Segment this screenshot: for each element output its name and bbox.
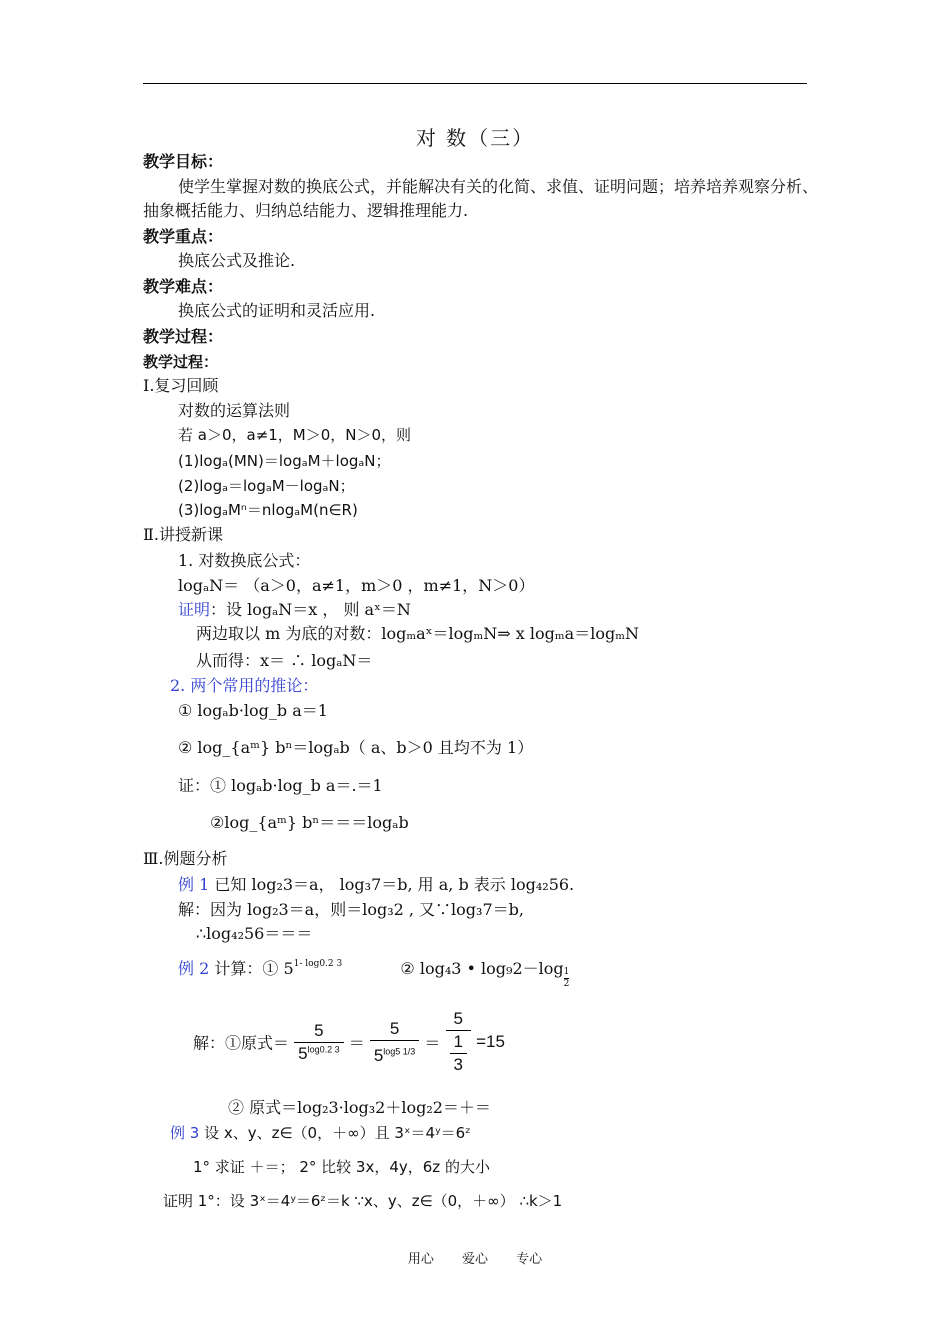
proof-line: [178, 599, 411, 621]
change-of-base-title: 1. 对数换底公式：: [178, 551, 311, 570]
example-1-text: 已知 log₂3＝a， log₃7＝b, 用 a, b 表示 log₄₂56.: [209, 875, 575, 894]
footer-word-1: 用心: [407, 1252, 434, 1267]
change-of-base-formula: logₐN＝ （a＞0，a≠1，m＞0 ，m≠1，N＞0）: [178, 576, 535, 595]
example-3-text: 设 x、y、z∈（0，＋∞）且 3ˣ＝4ʸ＝6ᶻ: [199, 1124, 471, 1142]
example-2-solution: 解：①原式＝ $\frac{5}{5^{log0.2 3}}$ ＝ $\frac{5}{5^{log5 1/3}}$ ＝ $\frac{5}{\frac{1}{3}}$ =15: [193, 1009, 505, 1074]
rules-condition: 若 a＞0，a≠1，M＞0，N＞0，则: [178, 426, 412, 444]
corollary-proof-2: ②log_{aᵐ} bⁿ＝＝＝logₐb: [210, 813, 409, 832]
proof-both-sides: 两边取以 m 为底的对数：logₘaˣ＝logₘN⇒ x logₘa＝logₘN: [196, 624, 640, 643]
example-1: [178, 874, 574, 896]
page-footer: [0, 1248, 950, 1267]
corollary-proof-1: 证：① logₐb·log_b a＝.＝1: [178, 776, 383, 795]
example-1-result: ∴log₄₂56＝＝＝: [196, 924, 313, 943]
rule-1: (1)logₐ(MN)＝logₐM＋logₐN；: [178, 452, 391, 470]
rule-3: (3)logₐMⁿ＝nlogₐM(n∈R): [178, 501, 358, 519]
footer-word-2: 爱心: [461, 1252, 488, 1267]
process-heading: 教学过程：: [143, 327, 224, 346]
example-3-label: 例 3: [170, 1124, 200, 1142]
rule-2: (2)logₐ＝logₐM－logₐN；: [178, 477, 355, 495]
header-rule: [143, 83, 807, 84]
example-1-solution: 解：因为 log₂3＝a，则＝log₃2 , 又∵log₃7＝b,: [178, 900, 524, 919]
corollary-1: ① logₐb·log_b a＝1: [178, 701, 328, 720]
example-2-part2: ② log₄3 • log₉2－log: [400, 959, 564, 978]
key-heading: 教学重点：: [143, 227, 224, 246]
solution-result: =15: [476, 1032, 505, 1051]
example-2: [178, 958, 569, 990]
half-subscript: $\frac{1}{2}$: [563, 967, 570, 989]
example-3: [170, 1122, 471, 1144]
proof-therefore: 从而得：x＝ ∴ logₐN＝: [196, 651, 373, 670]
footer-word-3: 专心: [516, 1252, 543, 1267]
goal-text-line1: 使学生掌握对数的换底公式，并能解决有关的化简、求值、证明问题；培养培养观察分析、: [178, 177, 819, 196]
fraction-2: $\frac{5}{5^{log5 1/3}}$: [370, 1018, 420, 1067]
goal-heading: 教学目标：: [143, 152, 224, 171]
example-3-proof: 证明 1°：设 3ˣ＝4ʸ＝6ᶻ＝k ∵x、y、z∈（0，＋∞） ∴k＞1: [163, 1192, 563, 1210]
rules-title: 对数的运算法则: [178, 401, 291, 420]
corollary-2: ② log_{aᵐ} bⁿ＝logₐb（ a、b＞0 且均不为 1）: [178, 738, 534, 757]
fraction-1: $\frac{5}{5^{log0.2 3}}$: [294, 1020, 344, 1065]
fraction-3: $\frac{5}{\frac{1}{3}}$: [446, 1008, 471, 1076]
section-examples-heading: Ⅲ.例题分析: [143, 849, 228, 868]
process-heading-2: 教学过程：: [143, 353, 219, 371]
example-2-part1: 计算：① 5: [209, 959, 294, 978]
example-2-label: 例 2: [178, 959, 210, 978]
proof-label: 证明: [178, 600, 211, 619]
example-1-label: 例 1: [178, 875, 210, 894]
difficulty-text: 换底公式的证明和灵活应用.: [178, 301, 376, 320]
difficulty-heading: 教学难点：: [143, 277, 224, 296]
example-3-tasks: 1° 求证 ＋＝； 2° 比较 3x，4y，6z 的大小: [193, 1158, 490, 1176]
corollaries-title: 2. 两个常用的推论：: [170, 676, 319, 695]
key-text: 换底公式及推论.: [178, 251, 296, 270]
example-2-exponent: 1- log0.2 3: [293, 958, 343, 969]
page-title: 对 数（三）: [415, 126, 535, 150]
goal-text-line2: 抽象概括能力、归纳总结能力、逻辑推理能力.: [143, 201, 469, 220]
example-2-solution-2: ② 原式＝log₂3·log₃2＋log₂2＝＋＝: [228, 1098, 491, 1117]
solution-prefix: 解：①原式＝: [193, 1033, 290, 1053]
section-new-heading: Ⅱ.讲授新课: [143, 525, 223, 544]
proof-text: ：设 logₐN＝x ， 则 aˣ＝N: [210, 600, 411, 619]
section-review-heading: Ⅰ.复习回顾: [143, 376, 219, 395]
